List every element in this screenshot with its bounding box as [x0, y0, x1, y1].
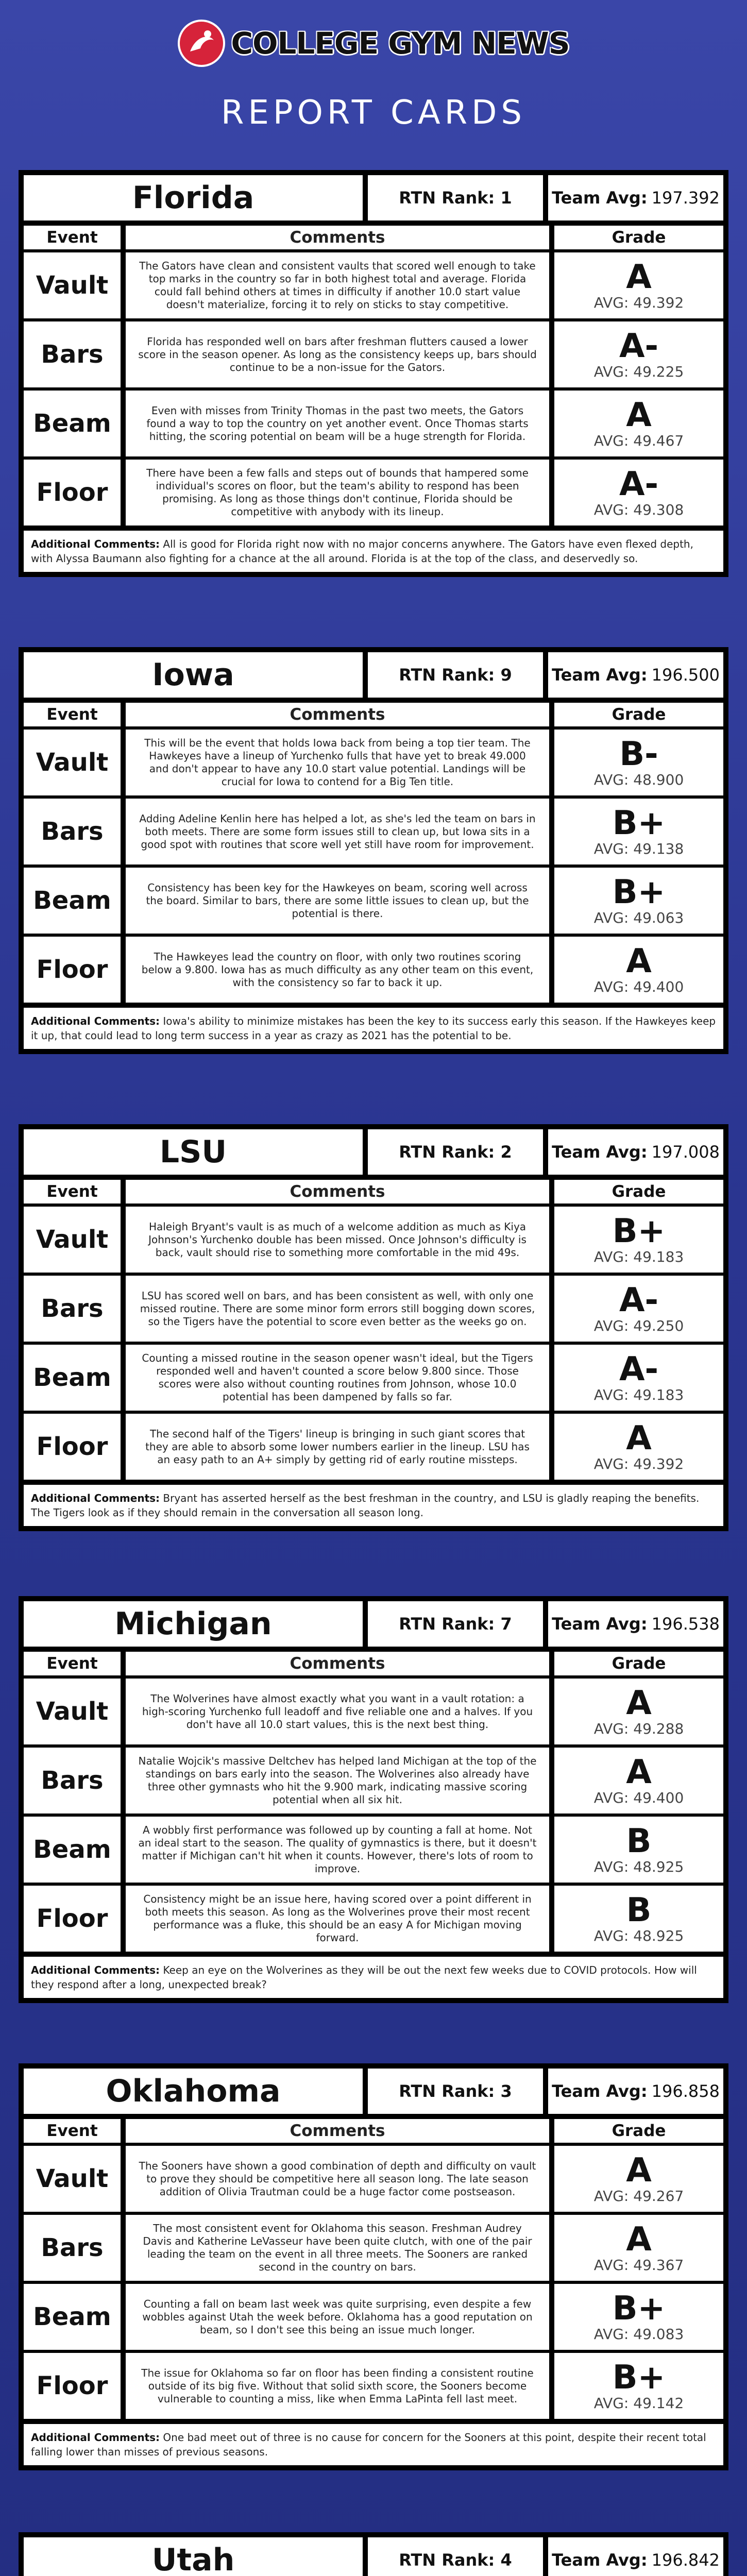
event-row: [24, 1748, 723, 1814]
grade-letter: A-: [619, 1350, 659, 1388]
grade-letter: B+: [612, 2358, 666, 2397]
event-name: Vault: [24, 1679, 121, 1744]
event-comment: Haleigh Bryant's vault is as much of a welcome addition as much as Kiya Johnson's Yurchenko double has been missed. Once Johnson's difficulty is back, vault should rise to something more comfortable in the mid 49s.: [121, 1207, 554, 1273]
brand-row: [0, 20, 747, 67]
gymnast-logo-icon: [178, 20, 225, 67]
table-header: [24, 703, 723, 726]
comments-header: Comments: [121, 1652, 554, 1675]
event-name: Beam: [24, 391, 121, 456]
grade-header: Grade: [554, 1180, 723, 1204]
event-row: [24, 799, 723, 865]
event-grade-cell: [554, 868, 723, 934]
rtn-rank: RTN Rank: 4: [368, 2537, 543, 2576]
event-name: Bars: [24, 1748, 121, 1814]
rtn-rank: RTN Rank: 7: [368, 1601, 543, 1647]
event-comment: Adding Adeline Kenlin here has helped a lot, as she's led the team on bars in both meets. There are some form issues still to clean up, but Iowa sits in a good spot with routines that score well yet still have room for improvement.: [121, 799, 554, 865]
report-card: [19, 1596, 728, 2003]
comments-header: Comments: [121, 703, 554, 726]
report-card: [19, 2063, 728, 2470]
grade-average: AVG: 49.183: [593, 1248, 684, 1265]
event-header: Event: [24, 2119, 121, 2143]
report-card: [19, 2532, 728, 2576]
event-comment: Natalie Wojcik's massive Deltchev has helped land Michigan at the top of the standings on bars early into the season. The Wolverines also already have three other gymnasts who hit the 9.900 mark, indicating massive scoring potential when all six hit.: [121, 1748, 554, 1814]
event-name: Floor: [24, 460, 121, 526]
grade-average: AVG: 48.925: [593, 1927, 684, 1944]
event-comment: The Sooners have shown a good combination of depth and difficulty on vault to prove they should be competitive here all season long. The late season addition of Olivia Trautman could be a huge factor come postseason.: [121, 2146, 554, 2212]
event-grade-cell: [554, 1886, 723, 1952]
event-comment: Counting a missed routine in the season opener wasn't ideal, but the Tigers responded well and haven't counted a score below 9.800 since. Those scores were also without counting routines from Johnson, whose 10.0 potential has been dampened by falls so far.: [121, 1345, 554, 1411]
grade-average: AVG: 48.925: [593, 1858, 684, 1875]
page-title: REPORT CARDS: [221, 94, 526, 132]
event-grade-cell: [554, 1817, 723, 1883]
report-card: [19, 1124, 728, 1531]
event-header: Event: [24, 226, 121, 249]
event-row: [24, 1886, 723, 1952]
event-grade-cell: [554, 730, 723, 795]
team-average: Team Avg: 196.842: [548, 2537, 723, 2576]
event-row: [24, 1276, 723, 1342]
event-name: Floor: [24, 2353, 121, 2419]
event-comment: There have been a few falls and steps out of bounds that hampered some individual's scores on floor, but the team's ability to respond has been promising. As long as those things don't continue, Florida should be competitive with anybody with its lineup.: [121, 460, 554, 526]
grade-average: AVG: 49.225: [593, 363, 684, 380]
event-row: [24, 1817, 723, 1883]
grade-letter: A: [626, 1684, 652, 1722]
rtn-rank: RTN Rank: 9: [368, 652, 543, 698]
event-grade-cell: [554, 1276, 723, 1342]
event-header: Event: [24, 1652, 121, 1675]
event-row: [24, 321, 723, 387]
school-name: Florida: [24, 175, 363, 221]
grade-letter: A: [626, 1419, 652, 1458]
event-comment: Consistency has been key for the Hawkeyes on beam, scoring well across the board. Similar to bars, there are some little issues to clean up, but the potential is there.: [121, 868, 554, 934]
grade-letter: B: [626, 1891, 652, 1929]
rtn-rank: RTN Rank: 1: [368, 175, 543, 221]
event-grade-cell: [554, 1748, 723, 1814]
grade-average: AVG: 49.400: [593, 1789, 684, 1806]
event-name: Beam: [24, 2284, 121, 2350]
event-name: Floor: [24, 1886, 121, 1952]
grades-table: [24, 1177, 723, 1483]
school-name: Iowa: [24, 652, 363, 698]
grade-average: AVG: 49.467: [593, 432, 684, 449]
event-row: [24, 1207, 723, 1273]
event-grade-cell: [554, 1414, 723, 1480]
event-row: [24, 2284, 723, 2350]
grade-header: Grade: [554, 703, 723, 726]
grade-average: AVG: 49.367: [593, 2256, 684, 2274]
event-name: Bars: [24, 1276, 121, 1342]
grades-table: [24, 700, 723, 1006]
rtn-rank: RTN Rank: 2: [368, 1129, 543, 1175]
grade-letter: B+: [612, 1212, 666, 1250]
team-average: Team Avg: 196.858: [548, 2069, 723, 2114]
additional-comments: Additional Comments: All is good for Florida right now with no major concerns anywhere. The Gators have even flexed depth, with Alyssa Baumann also fighting for a chance at the all around. Florida is at the top of the class, and deservedly so.: [24, 531, 723, 572]
event-header: Event: [24, 703, 121, 726]
grade-letter: B-: [619, 735, 658, 773]
grade-letter: A: [626, 2151, 652, 2190]
event-row: [24, 252, 723, 318]
grade-letter: A: [626, 258, 652, 296]
event-name: Vault: [24, 252, 121, 318]
team-average: Team Avg: 196.538: [548, 1601, 723, 1647]
team-average: Team Avg: 197.392: [548, 175, 723, 221]
grades-table: [24, 1649, 723, 1955]
event-grade-cell: [554, 391, 723, 456]
event-grade-cell: [554, 321, 723, 387]
event-grade-cell: [554, 2146, 723, 2212]
header: [0, 0, 747, 149]
grades-table: [24, 223, 723, 529]
event-row: [24, 460, 723, 526]
additional-comments: Additional Comments: Bryant has asserted herself as the best freshman in the country, and LSU is gladly reaping the benefits. The Tigers look as if they should remain in the conversation all season long.: [24, 1485, 723, 1526]
event-row: [24, 937, 723, 1003]
event-grade-cell: [554, 252, 723, 318]
report-card: [19, 170, 728, 577]
event-grade-cell: [554, 1679, 723, 1744]
event-comment: The Wolverines have almost exactly what you want in a vault rotation: a high-scoring Yurchenko full leadoff and five reliable one and a halves. If you don't have all 10.0 start values, this is the next best thing.: [121, 1679, 554, 1744]
rtn-rank: RTN Rank: 3: [368, 2069, 543, 2114]
table-header: [24, 2119, 723, 2143]
grade-average: AVG: 48.900: [593, 771, 684, 788]
grade-letter: A: [626, 396, 652, 434]
school-name: Oklahoma: [24, 2069, 363, 2114]
event-comment: The issue for Oklahoma so far on floor has been finding a consistent routine outside of its big five. Without that solid sixth score, the Sooners become vulnerable to counting a miss, like when Emma LaPinta fell last meet.: [121, 2353, 554, 2419]
event-comment: The most consistent event for Oklahoma this season. Freshman Audrey Davis and Katherine LeVasseur have been quite clutch, with one of the pair leading the team on the event in all three meets. The Sooners are ranked second in the country on bars.: [121, 2215, 554, 2281]
event-comment: A wobbly first performance was followed up by counting a fall at home. Not an ideal start to the season. The quality of gymnastics is there, but it doesn't matter if Michigan can't hit when it counts. However, there's lots of room to improve.: [121, 1817, 554, 1883]
grade-letter: A: [626, 1753, 652, 1791]
grade-letter: A: [626, 2220, 652, 2259]
grade-letter: B: [626, 1822, 652, 1860]
grades-table: [24, 2116, 723, 2422]
event-comment: The Gators have clean and consistent vaults that scored well enough to take top marks in the country so far in both highest total and average. Florida could fall behind others at times in difficulty if another 10.0 start value doesn't materialize, forcing it to rely on sticks to stay competitive.: [121, 252, 554, 318]
event-row: [24, 1414, 723, 1480]
event-comment: The Hawkeyes lead the country on floor, with only two routines scoring below a 9.800. Iowa has as much difficulty as any other team on this event, with the consistency so far to back it up.: [121, 937, 554, 1003]
school-name: Utah: [24, 2537, 363, 2576]
brand-name: COLLEGE GYM NEWS: [231, 26, 570, 61]
grade-letter: B+: [612, 873, 666, 911]
school-name: LSU: [24, 1129, 363, 1175]
event-comment: LSU has scored well on bars, and has been consistent as well, with only one missed routine. There are some minor form errors still bogging down scores, so the Tigers have the potential to score even better as the weeks go on.: [121, 1276, 554, 1342]
event-grade-cell: [554, 2284, 723, 2350]
event-name: Floor: [24, 1414, 121, 1480]
comments-header: Comments: [121, 1180, 554, 1204]
event-name: Beam: [24, 1817, 121, 1883]
team-average: Team Avg: 197.008: [548, 1129, 723, 1175]
grade-letter: A-: [619, 465, 659, 503]
event-grade-cell: [554, 2215, 723, 2281]
grade-header: Grade: [554, 2119, 723, 2143]
grade-average: AVG: 49.288: [593, 1720, 684, 1737]
grade-average: AVG: 49.183: [593, 1386, 684, 1403]
event-header: Event: [24, 1180, 121, 1204]
table-header: [24, 1652, 723, 1675]
event-name: Bars: [24, 321, 121, 387]
event-row: [24, 868, 723, 934]
event-comment: Consistency might be an issue here, having scored over a point different in both meets this season. As long as the Wolverines prove their most recent performance was a fluke, this should be an easy A for Michigan moving forward.: [121, 1886, 554, 1952]
grade-average: AVG: 49.267: [593, 2187, 684, 2205]
grade-average: AVG: 49.392: [593, 294, 684, 311]
grade-average: AVG: 49.138: [593, 840, 684, 857]
team-average: Team Avg: 196.500: [548, 652, 723, 698]
additional-comments: Additional Comments: Keep an eye on the Wolverines as they will be out the next few weeks due to COVID protocols. How will they respond after a long, unexpected break?: [24, 1957, 723, 1998]
event-comment: Even with misses from Trinity Thomas in the past two meets, the Gators found a way to top the country on yet another event. Once Thomas starts hitting, the scoring potential on beam will be a huge strength for Florida.: [121, 391, 554, 456]
grade-header: Grade: [554, 1652, 723, 1675]
grade-average: AVG: 49.083: [593, 2325, 684, 2343]
grade-letter: A-: [619, 327, 659, 365]
event-name: Bars: [24, 799, 121, 865]
grade-average: AVG: 49.142: [593, 2394, 684, 2412]
grade-letter: A: [626, 942, 652, 980]
event-grade-cell: [554, 1345, 723, 1411]
event-row: [24, 1345, 723, 1411]
event-grade-cell: [554, 2353, 723, 2419]
grade-average: AVG: 49.308: [593, 501, 684, 518]
grade-letter: A-: [619, 1281, 659, 1319]
event-comment: Florida has responded well on bars after freshman flutters caused a lower score in the season opener. As long as the consistency keeps up, bars should continue to be a non-issue for the Gators.: [121, 321, 554, 387]
grade-average: AVG: 49.400: [593, 978, 684, 995]
table-header: [24, 226, 723, 249]
event-row: [24, 1679, 723, 1744]
grade-letter: B+: [612, 804, 666, 842]
grade-letter: B+: [612, 2289, 666, 2328]
comments-header: Comments: [121, 2119, 554, 2143]
event-row: [24, 730, 723, 795]
event-grade-cell: [554, 460, 723, 526]
report-card: [19, 647, 728, 1054]
event-comment: Counting a fall on beam last week was quite surprising, even despite a few wobbles against Utah the week before. Oklahoma has a good reputation on beam, so I don't see this being an issue much longer.: [121, 2284, 554, 2350]
additional-comments: Additional Comments: One bad meet out of three is no cause for concern for the Sooners at this point, despite their recent total falling lower than misses of previous seasons.: [24, 2424, 723, 2465]
grade-average: AVG: 49.250: [593, 1317, 684, 1334]
event-comment: The second half of the Tigers' lineup is bringing in such giant scores that they are able to absorb some lower numbers earlier in the lineup. LSU has an easy path to an A+ simply by getting rid of early routine missteps.: [121, 1414, 554, 1480]
event-grade-cell: [554, 937, 723, 1003]
grade-header: Grade: [554, 226, 723, 249]
event-name: Floor: [24, 937, 121, 1003]
event-row: [24, 2215, 723, 2281]
event-row: [24, 2353, 723, 2419]
event-name: Vault: [24, 2146, 121, 2212]
grade-average: AVG: 49.063: [593, 909, 684, 926]
school-name: Michigan: [24, 1601, 363, 1647]
additional-comments: Additional Comments: Iowa's ability to minimize mistakes has been the key to its success early this season. If the Hawkeyes keep it up, that could lead to long term success in a year as crazy as 2021 has the potential to be.: [24, 1008, 723, 1049]
event-name: Beam: [24, 1345, 121, 1411]
grade-average: AVG: 49.392: [593, 1455, 684, 1472]
event-name: Bars: [24, 2215, 121, 2281]
event-name: Vault: [24, 730, 121, 795]
event-row: [24, 391, 723, 456]
event-name: Vault: [24, 1207, 121, 1273]
event-grade-cell: [554, 799, 723, 865]
event-grade-cell: [554, 1207, 723, 1273]
event-row: [24, 2146, 723, 2212]
event-comment: This will be the event that holds Iowa back from being a top tier team. The Hawkeyes have a lineup of Yurchenko fulls that have yet to break 49.000 and don't appear to have any 10.0 start value potential. Landings will be crucial for Iowa to contend for a Big Ten title.: [121, 730, 554, 795]
comments-header: Comments: [121, 226, 554, 249]
table-header: [24, 1180, 723, 1204]
event-name: Beam: [24, 868, 121, 934]
